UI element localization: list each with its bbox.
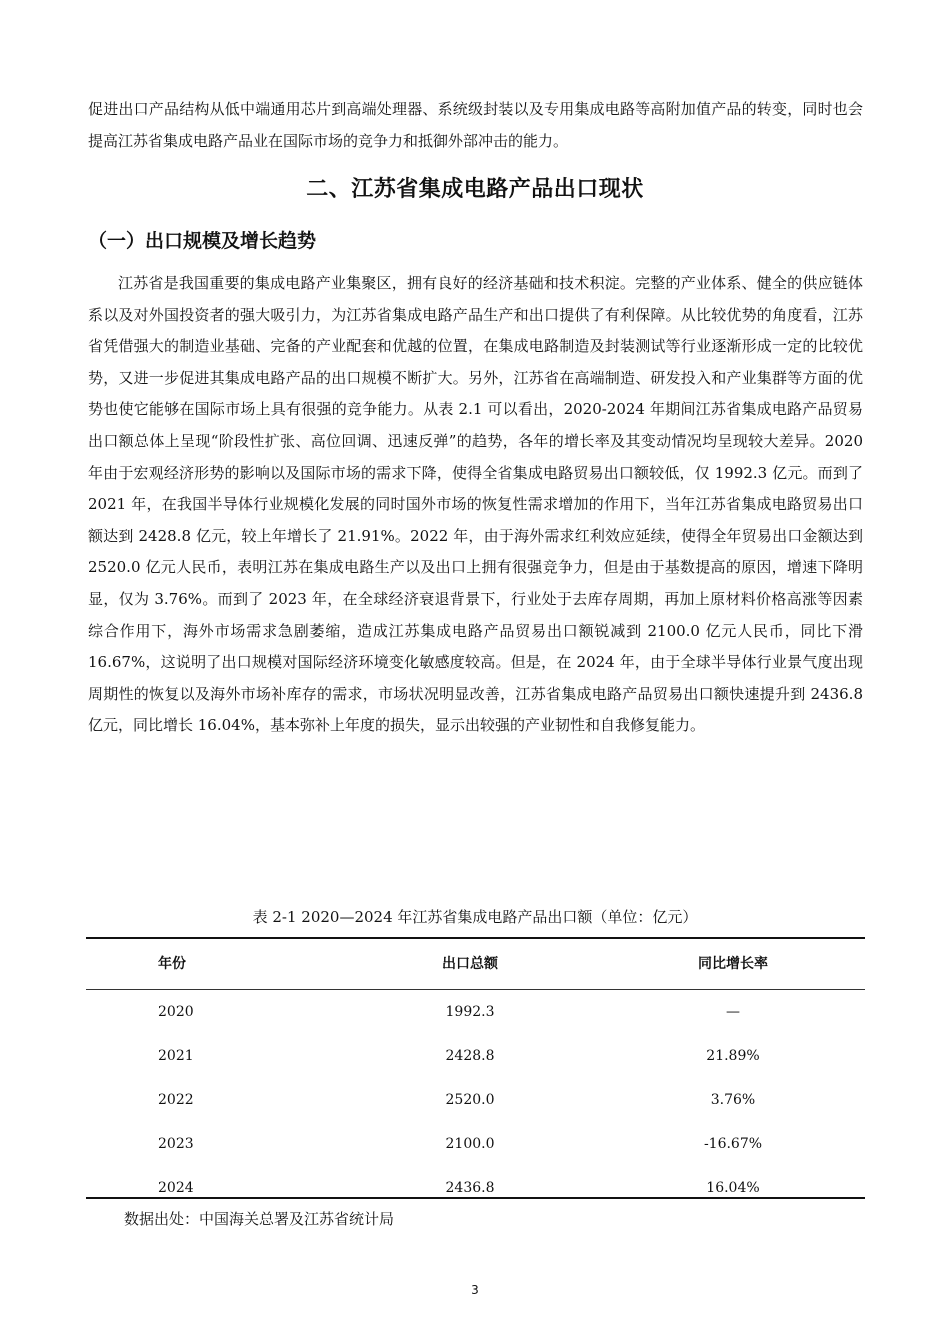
table-row (86, 1166, 865, 1210)
intro-paragraph: 促进出口产品结构从低中端通用芯片到高端处理器、系统级封装以及专用集成电路等高附加值产品的转变，同时也会提高江苏省集成电路产品业在国际市场的竞争力和抵御外部冲击的能力。 (88, 100, 863, 150)
header-export-total: 出口总额 (339, 937, 601, 990)
cell-export-total: 2520.0 (445, 1092, 495, 1108)
cell-growth-rate: 21.89% (706, 1048, 760, 1064)
cell-year: 2021 (158, 1048, 194, 1064)
header-growth-rate: 同比增长率 (601, 937, 865, 990)
cell-growth-rate: 16.04% (706, 1180, 760, 1196)
source-note: 数据出处：中国海关总署及江苏省统计局 (124, 1210, 395, 1228)
cell-export-total: 1992.3 (445, 1004, 495, 1020)
table-header-row (86, 937, 865, 990)
cell-growth-rate: 3.76% (710, 1092, 756, 1108)
page-number: 3 (471, 1283, 479, 1297)
table-row (86, 990, 865, 1035)
cell-export-total: 2100.0 (445, 1136, 495, 1152)
table-row (86, 1078, 865, 1122)
cell-export-total: 2436.8 (445, 1180, 495, 1196)
header-year: 年份 (86, 937, 339, 990)
cell-growth-rate: -16.67% (703, 1136, 763, 1152)
body-paragraph: 江苏省是我国重要的集成电路产业集聚区，拥有良好的经济基础和技术积淀。完整的产业体系、健全的供应链体系以及对外国投资者的强大吸引力，为江苏省集成电路产品生产和出口提供了有利保障。从比较优势的角度看，江苏省凭借强大的制造业基础、完备的产业配套和优越的位置，在集成电路制造及封装测试等行业逐渐形成一定的比较优势，又进一步促进其集成电路产品的出口规模不断扩大。另外，江苏省在高端制造、研发投入和产业集群等方面的优势也使它能够在国际市场上具有很强的竞争能力。从表 2.1 可以看出，2020-2024 年期间江苏省集成电路产品贸易出口额总体上呈现“阶段性扩张、高位回调、迅速反弹”的趋势，各年的增长率及其变动情况均呈现较大差异。2020 年由于宏观经济形势的影响以及国际市场的需求下降，使得全省集成电路贸易出口额较低，仅 1992.3 亿元。而到了 2021 年，在我国半导体行业规模化发展的同时国外市场的恢复性需求增加的作用下，当年江苏省集成电路贸易出口额达到 2428.8 亿元，较上年增长了 21.91%。2022 年，由于海外需求红利效应延续，使得全年贸易出口金额达到 2520.0 亿元人民币，表明江苏在集成电路生产以及出口上拥有很强竞争力，但是由于基数提高的原因，增速下降明显，仅为 3.76%。而到了 2023 年，在全球经济衰退背景下，行业处于去库存周期，再加上原材料价格高涨等因素综合作用下，海外市场需求急剧萎缩，造成江苏集成电路产品贸易出口额锐减到 2100.0 亿元人民币，同比下滑 16.67%，这说明了出口规模对国际经济环境变化敏感度较高。但是，在 2024 年，由于全球半导体行业景气度出现周期性的恢复以及海外市场补库存的需求，市场状况明显改善，江苏省集成电路产品贸易出口额快速提升到 2436.8 亿元，同比增长 16.04%，基本弥补上年度的损失，显示出较强的产业韧性和自我修复能力。 (88, 274, 863, 735)
table-row (86, 1034, 865, 1078)
cell-year: 2022 (158, 1092, 194, 1108)
cell-growth-rate: — (726, 1004, 740, 1020)
cell-export-total: 2428.8 (445, 1048, 495, 1064)
table-caption: 表 2-1 2020—2024 年江苏省集成电路产品出口额（单位：亿元） (252, 908, 698, 926)
table-bottom-rule (86, 1197, 865, 1199)
table-row (86, 1122, 865, 1166)
subsection-title: （一）出口规模及增长趋势 (88, 230, 317, 252)
cell-year: 2024 (158, 1180, 194, 1196)
section-title: 二、江苏省集成电路产品出口现状 (306, 177, 644, 202)
cell-year: 2023 (158, 1136, 194, 1152)
export-table (86, 937, 865, 1210)
cell-year: 2020 (158, 1004, 194, 1020)
